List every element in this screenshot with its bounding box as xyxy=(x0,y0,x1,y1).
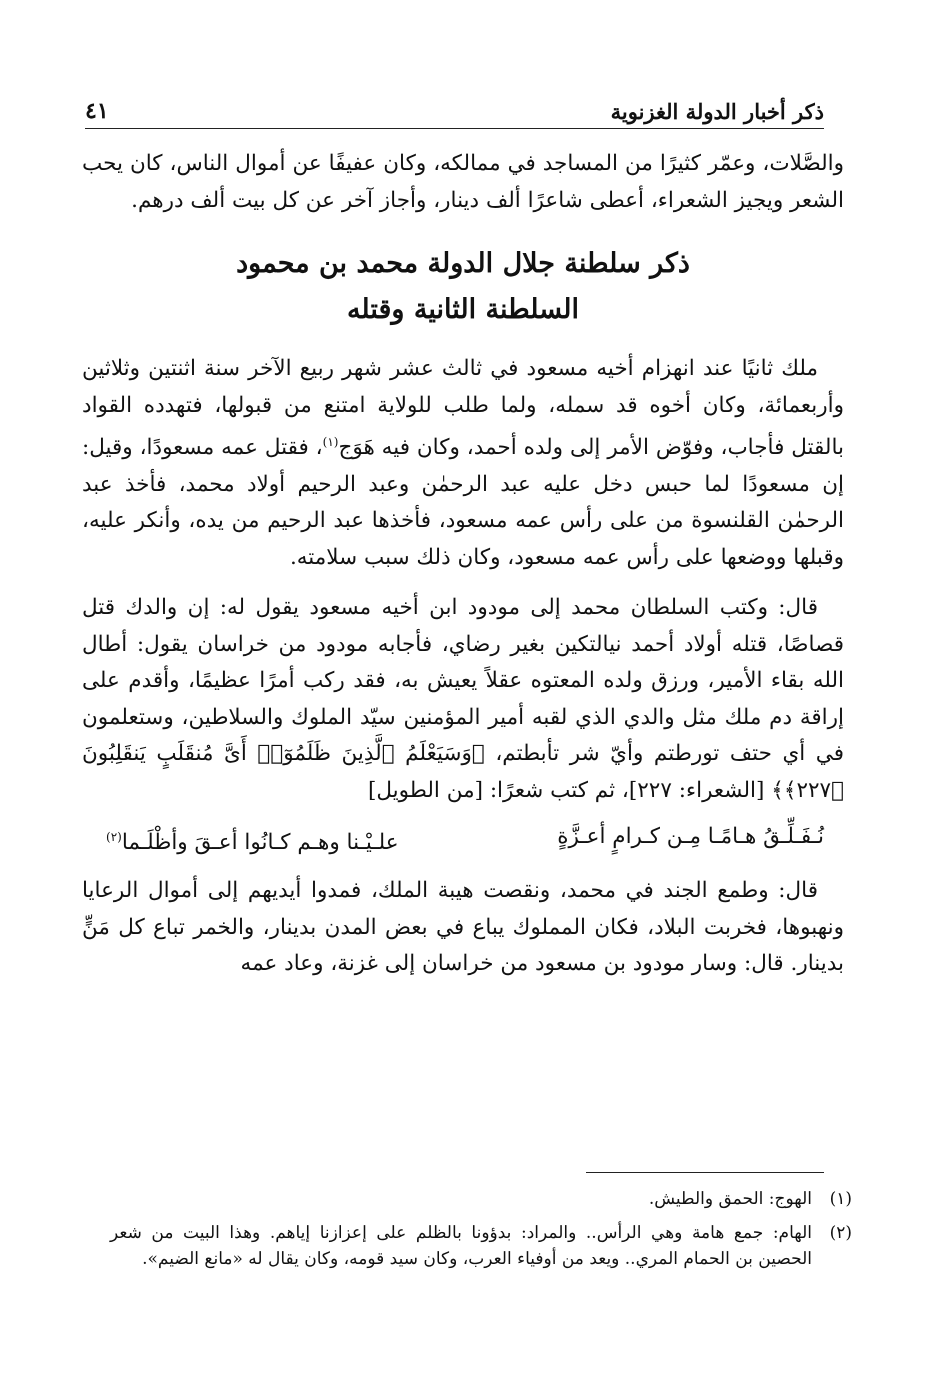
paragraph-2 xyxy=(82,351,844,576)
paragraph-3: قال: وكتب السلطان محمد إلى مودود ابن أخيه مسعود يقول له: إن والدك قتل قصاصًا، قتله أولاد أحمد نيالتكين بغير رضاي، فأجابه مودود من خراسان يقول: أطال الله بقاء الأمير، ورزق ولده المعتوه عقلاً يعيش به، فقد ركب أمرًا عظيمًا، وأقدم على إراقة دم ملك مثل والدي الذي لقبه أمير المؤمنين سيّد الملوك والسلاطين، وستعلمون في أي حتف تورطتم وأيّ شر تأبطتم، ﴿وَسَيَعْلَمُ ٱلَّذِينَ ظَلَمُوٓا۟ أَىَّ مُنقَلَبٍ يَنقَلِبُونَ ﴿٢٢٧﴾﴾ [الشعراء: ٢٢٧]، ثم كتب شعرًا: [من الطويل] xyxy=(82,595,844,803)
footnote xyxy=(110,1186,852,1212)
poetry-verse xyxy=(82,819,844,861)
section-heading xyxy=(82,241,844,333)
verse-first-hemistich: نُـفَـلِّـقُ هـامًـا مِـن كـرامٍ أعـزَّةٍ xyxy=(557,824,824,850)
verse-second-hemistich: علـيْـنا وهـم كـانُوا أعـقَ وأظْلَـما xyxy=(121,830,399,856)
paragraph-2-part-b: ، فقتل عمه مسعودًا، وقيل: إن مسعودًا لما حبس دخل عليه عبد الرحمٰن وعبد الرحيم أولاد محمد، فأخذ عبد الرحمٰن القلنسوة من على رأس عمه مسعود، فأخذها عبد الرحيم من يده، وأنكر عليه، وقبلها ووضعها على رأس عمه مسعود، وكان ذلك سبب سلامته. xyxy=(82,435,844,570)
running-title: ذكر أخبار الدولة الغزنوية xyxy=(610,99,824,124)
paragraph-1: والصَّلات، وعمّر كثيرًا من المساجد في ممالكه، وكان عفيفًا عن أموال الناس، كان يحب الشعر ويجيز الشعراء، أعطى شاعرًا ألف دينار، وأجاز آخر عن كل بيت ألف درهم. xyxy=(82,151,844,213)
footnote xyxy=(110,1220,852,1272)
page-number: ٤١ xyxy=(85,98,109,124)
verse-second-hemistich-wrap xyxy=(106,819,399,861)
heading-line-2: السلطنة الثانية وقتله xyxy=(346,294,580,325)
footnote-number: (١) xyxy=(829,1189,852,1209)
main-text xyxy=(82,146,844,983)
running-header xyxy=(85,84,824,129)
footnote-ref-1: (١) xyxy=(322,435,339,449)
footnote-text: الهوج: الحمق والطيش. xyxy=(648,1189,812,1209)
heading-line-1: ذكر سلطنة جلال الدولة محمد بن محمود xyxy=(236,248,690,279)
footnote-text: الهام: جمع هامة وهي الرأس.. والمراد: بدؤونا بالظلم على إعزازنا إياهم. وهذا البيت من شعر الحصين بن الحمام المري.. ويعد من أوفياء العرب، وكان سيد قومه، وكان يقال له «مانع الضيم». xyxy=(110,1223,812,1269)
footnotes xyxy=(110,1186,852,1280)
paragraph-4: قال: وطمع الجند في محمد، ونقصت هيبة الملك، فمدوا أيديهم إلى أموال الرعايا ونهبوها، فخربت البلاد، فكان المملوك يباع في بعض المدن بدينار، والخمر تباع كل مَنٍّ بدينار. قال: وسار مودود بن مسعود من خراسان إلى غزنة، وعاد عمه xyxy=(82,878,844,977)
footnote-divider xyxy=(586,1172,824,1173)
footnote-number: (٢) xyxy=(829,1223,852,1243)
paragraph-2-part-a: ملك ثانيًا عند انهزام أخيه مسعود في ثالث عشر شهر ربيع الآخر سنة اثنتين وثلاثين وأربعمائة، وكان أخوه قد سمله، ولما طلب للولاية امتنع من قبولها، فتهدده القواد بالقتل فأجاب، وفوّض الأمر إلى ولده أحمد، وكان فيه هَوَج xyxy=(82,356,844,461)
footnote-ref-2: (٢) xyxy=(106,830,122,845)
